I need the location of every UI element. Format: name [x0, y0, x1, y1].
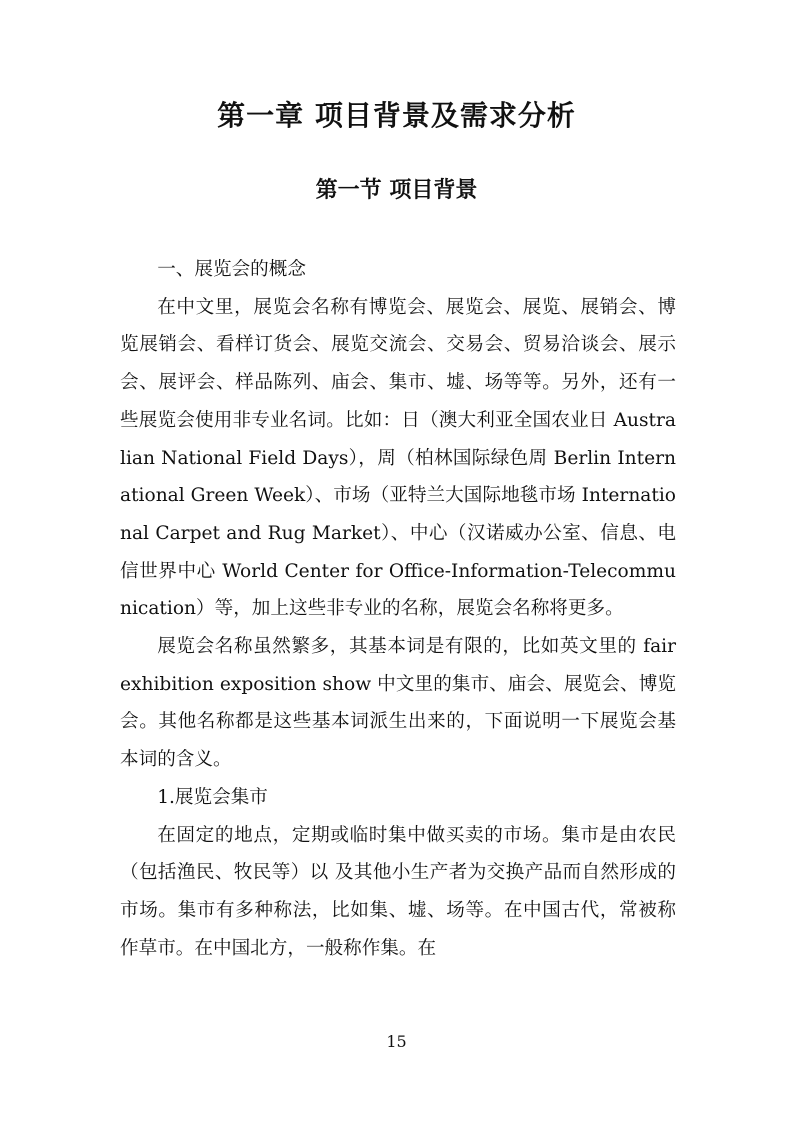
- subsection-heading-market: 1.展览会集市: [157, 786, 268, 808]
- chapter-title: 第一章 项目背景及需求分析: [217, 99, 576, 132]
- paragraph-exhibition-names: 在中文里，展览会名称有博览会、展览会、展览、展销会、博览展销会、看样订货会、展览交流会、交易会、贸易洽谈会、展示会、展评会、样品陈列、庙会、集市、墟、场等等。另外，还有一些展览会使用非专业名词。比如：日（澳大利亚全国农业日 Australian National Field Days），周（柏林国际绿色周 Berlin International Green Week）、市场（亚特兰大国际地毯市场 International Carpet and Rug Market）、中心（汉诺威办公室、信息、电信世界中心 World Center for Office-Information-Telecommunication）等，加上这些非专业的名称，展览会名称将更多。: [120, 296, 676, 620]
- document-body: [120, 251, 676, 967]
- page-number: 15: [386, 1032, 407, 1051]
- section-title: 第一节 项目背景: [315, 178, 478, 203]
- paragraph-basic-words: 展览会名称虽然繁多，其基本词是有限的，比如英文里的 fair exhibition exposition show 中文里的集市、庙会、展览会、博览会。其他名称都是这些基本词派生出来的，下面说明一下展览会基本词的含义。: [120, 636, 676, 771]
- paragraph-market-definition: 在固定的地点，定期或临时集中做买卖的市场。集市是由农民（包括渔民、牧民等）以 及其他小生产者为交换产品而自然形成的市场。集市有多种称法，比如集、墟、场等。在中国古代，常被称作草市。在中国北方，一般称作集。在: [120, 824, 676, 959]
- subsection-heading-concept: 一、展览会的概念: [157, 259, 306, 280]
